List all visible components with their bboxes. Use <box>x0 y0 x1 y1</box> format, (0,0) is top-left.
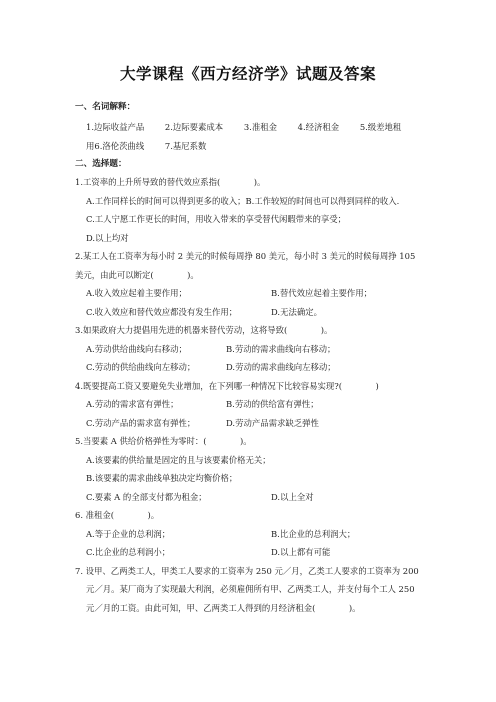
question-6-options-row-2 <box>75 543 445 562</box>
option: D.无法确定。 <box>271 306 322 317</box>
question-3: 3.如果政府大力提倡用先进的机器来替代劳动，这将导致( )。 <box>75 325 333 335</box>
term-item: 3.准租金 <box>243 122 277 132</box>
term-item: 2.边际要素成本 <box>164 122 224 132</box>
term-item: 用6.洛伦茨曲线 <box>86 140 145 151</box>
question-2-options-row-1 <box>75 284 445 303</box>
question-2-line-2: 美元，由此可以断定( )。 <box>75 269 199 280</box>
section-heading-definitions: 一、名词解释： <box>75 102 136 112</box>
option: D.以上都有可能 <box>271 547 331 557</box>
option: A.劳动供给曲线向右移动； <box>86 343 187 354</box>
document-body <box>75 98 445 617</box>
option: C.收入效应和替代效应都没有发生作用； <box>86 306 238 317</box>
option: A.收入效应起着主要作用； <box>86 288 187 298</box>
option: C.比企业的总利润小； <box>86 547 171 557</box>
question-5: 5.当要素 A 供给价格弹性为零时：( )。 <box>75 436 252 446</box>
option: C.劳动产品的需求富有弹性； <box>86 417 196 428</box>
term-item: 1.边际收益产品 <box>86 122 145 132</box>
question-6: 6. 准租金( )。 <box>75 510 160 520</box>
terms-line-1 <box>75 118 445 137</box>
option: B.比企业的总利润大； <box>271 528 356 539</box>
question-7-line-2: 元／月。某厂商为了实现最大利润，必须雇佣所有甲、乙两类工人，并支付每个工人 250 <box>86 584 415 594</box>
option: D.以上全对 <box>271 491 314 502</box>
question-1-option-a: A.工作同样长的时间可以得到更多的收入；B.工作较短的时间也可以得到同样的收入. <box>86 195 400 206</box>
option: C.劳动的供给曲线向左移动； <box>86 362 196 372</box>
question-5-option-a: A.该要素的供给量是固定的且与该要素价格无关； <box>86 454 271 465</box>
terms-line-2 <box>75 137 445 156</box>
question-1-option-d: D.以上均对 <box>86 232 129 243</box>
question-1-option-c: C.工人宁愿工作更长的时间，用收入带来的享受替代闲暇带来的享受； <box>86 214 347 224</box>
term-item: 7.基尼系数 <box>164 140 207 151</box>
question-2-options-row-2 <box>75 303 445 322</box>
option: D.劳动产品需求缺乏弹性 <box>226 417 319 428</box>
page-title: 大学课程《西方经济学》试题及答案 <box>119 65 376 83</box>
option: A.等于企业的总利润； <box>86 528 171 539</box>
question-6-options-row-1 <box>75 525 445 544</box>
question-3-options-row-2 <box>75 358 445 377</box>
question-4-options-row-1 <box>75 395 445 414</box>
question-5-options-row-last <box>75 488 445 507</box>
question-2-line-1: 2.某工人在工资率为每小时 2 美元的时候每周挣 80 美元，每小时 3 美元的时候每周挣 105 <box>75 251 416 261</box>
question-4-options-row-2 <box>75 414 445 433</box>
question-7-line-3: 元／月的工资。由此可知，甲、乙两类工人得到的月经济租金( )。 <box>86 602 361 613</box>
question-7-line-1: 7. 设甲、乙两类工人，甲类工人要求的工资率为 250 元／月，乙类工人要求的工资率为 200 <box>75 565 419 576</box>
option: B.替代效应起着主要作用； <box>271 288 372 298</box>
term-item: 5.级差地租 <box>359 122 402 132</box>
option: C.要素 A 的全部支付都为租金； <box>86 491 207 502</box>
question-3-options-row-1 <box>75 340 445 359</box>
option: B.劳动的需求曲线向右移动； <box>226 343 336 354</box>
question-5-option-b: B.该要素的需求曲线单独决定均衡价格； <box>86 473 238 483</box>
option: D.劳动的需求曲线向左移动； <box>226 362 336 372</box>
option: A.劳动的需求富有弹性； <box>86 399 179 409</box>
question-1: 1.工资率的上升所导致的替代效应系指( )。 <box>75 177 266 187</box>
option: B.劳动的供给富有弹性； <box>226 399 319 409</box>
term-item: 4.经济租金 <box>297 122 340 132</box>
question-4: 4.既要提高工资又要避免失业增加，在下列哪一种情况下比较容易实现?( ) <box>75 380 379 391</box>
section-heading-choice: 二、选择题： <box>75 159 127 169</box>
